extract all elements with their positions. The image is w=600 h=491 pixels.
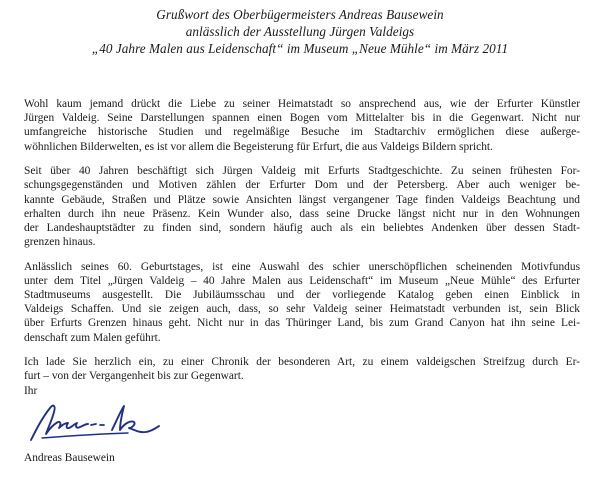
- text-line: unter dem Titel „Jürgen Valdeig – 40 Jahre Malen aus Leidenschaft“ im Museum „Neue Mühle“ des Erfurter: [24, 274, 580, 287]
- paragraph-1: [24, 97, 580, 154]
- text-line: Anlässlich seines 60. Geburtstages, ist eine Auswahl des schier unerschöpflichen scheinenden Motivfundus: [24, 260, 580, 273]
- paragraph-3: [24, 260, 580, 345]
- text-line: wöhnlichen Bilderwelten, es ist vor allem die Begeisterung für Erfurt, die aus Valdeigs Bildern spricht.: [24, 140, 493, 153]
- text-line: denschaft zum Malen geführt.: [24, 331, 161, 344]
- text-line: kannte Gebäude, Straßen und Plätze sowie Ansichten längst vergangener Tage finden Valdeigs Beachtung und: [24, 193, 580, 206]
- text-line: Ich lade Sie herzlich ein, zu einer Chronik der besonderen Art, zu einem valdeigschen Streifzug durch Er-: [24, 356, 580, 369]
- header-line-3: „40 Jahre Malen aus Leidenschaft“ im Museum „Neue Mühle“ im März 2011: [91, 41, 509, 56]
- text-line: Stadtmuseums ausgestellt. Die Jubiläumsschau und der vorliegende Katalog geben einen Einblick in: [24, 289, 580, 302]
- text-line: umfangreiche historische Studien und regelmäßige Besuche im Stadtarchiv ermöglichen diese außerge-: [24, 126, 580, 139]
- text-line: erhalten durch ihn neue Präsenz. Kein Wunder also, dass seine Drucke längst nicht nur in den Wohnungen: [24, 207, 580, 220]
- signer-name: Andreas Bausewein: [24, 452, 115, 464]
- text-line: Seit über 40 Jahren beschäftigt sich Jürgen Valdeig mit Erfurts Stadtgeschichte. Zu seinen frühesten For-: [24, 165, 580, 178]
- text-line: der Landeshauptstädter zu finden sind, sondern häufig auch als ein beliebtes Andenken über dessen Stadt-: [24, 221, 580, 234]
- greeting-header: [0, 6, 600, 57]
- letter-body: [24, 97, 580, 394]
- text-line: schungsgegenständen und Motiven zählen der Erfurter Dom und der Petersberg. Aber auch weniger be-: [24, 179, 580, 192]
- text-line: grenzen hinaus.: [24, 236, 96, 249]
- text-line: Valdeigs Schaffen. Und sie zeigen auch, dass, so sehr Valdeig seiner Heimatstadt verbunden ist, sein Blick: [24, 303, 580, 316]
- header-line-1: Grußwort des Oberbügermeisters Andreas Bausewein: [156, 7, 444, 22]
- closing-salutation: Ihr: [24, 385, 38, 397]
- text-line: furt – von der Vergangenheit bis zur Gegenwart.: [24, 370, 244, 383]
- header-line-2: anlässlich der Ausstellung Jürgen Valdeigs: [185, 24, 415, 39]
- text-line: Wohl kaum jemand drückt die Liebe zu seiner Heimatstadt so ansprechend aus, wie der Erfurter Künstler: [24, 98, 580, 110]
- handwritten-signature-icon: [28, 400, 168, 444]
- paragraph-4: [24, 355, 580, 383]
- paragraph-2: [24, 164, 580, 249]
- text-line: Jürgen Valdeig. Seine Darstellungen spannen einen Bogen vom Mittelalter bis in die Gegenwart. Nicht nur: [24, 112, 580, 125]
- text-line: über Erfurts Grenzen hinaus geht. Nicht nur in das Thüringer Land, bis zum Grand Canyon hat ihn seine Lei-: [24, 317, 580, 330]
